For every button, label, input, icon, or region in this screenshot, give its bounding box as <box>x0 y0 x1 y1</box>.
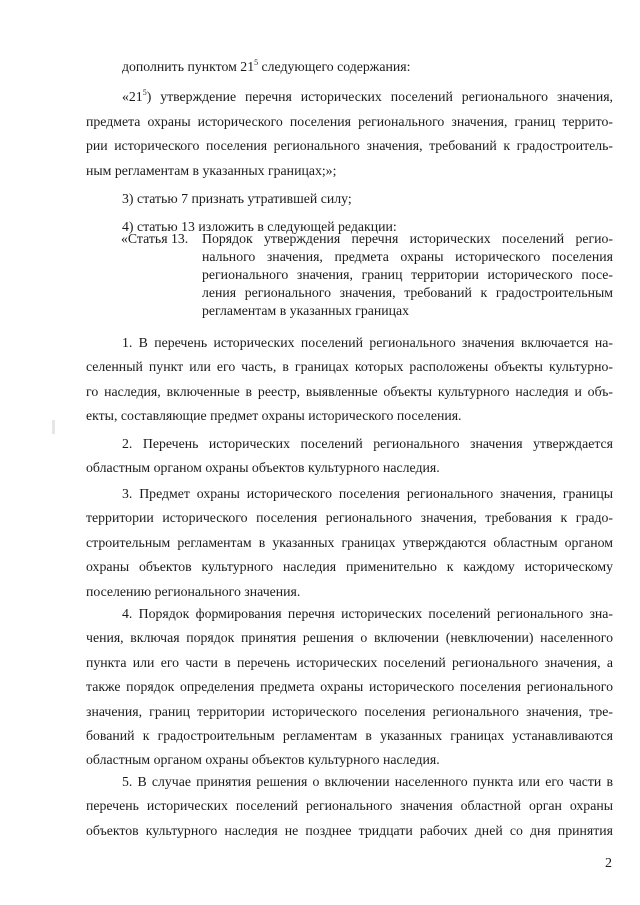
paragraph-2: 2. Перечень исторических поселений регионального значения утверждается областным органом охраны объектов культурного наследия. <box>86 436 613 476</box>
article-label: «Статья 13. <box>121 231 189 246</box>
paragraph-5: 5. В случае принятия решения о включении населенного пункта или его части в перечень исторических поселений регионального значения областной орган охраны объектов культурного наследия не позднее тридцати рабочих дней со дня принятия <box>86 774 613 838</box>
scan-mark <box>52 420 55 434</box>
paragraph-4: 4. Порядок формирования перечня исторических поселений регионального зна- чения, включая порядок принятия решения о включении (невключении) населенного пункта или его части в перечень исторических поселений регионального значения, а также порядок определения предмета охраны исторического поселения регионального значения, границ территории исторического поселения регионального значения, тре- бований к градостроительным регламентам в указанных границах устанавливаются областным органом охраны объектов культурного наследия. <box>86 606 613 768</box>
quote-line-1: «$21^5$) утверждение перечня исторических поселений регионального значения, <box>122 88 613 105</box>
quote-line-2: предмета охраны исторического поселения регионального значения, границ террито- <box>86 113 613 129</box>
paragraph-1: 1. В перечень исторических поселений регионального значения включается на- селенный пункт или его часть, в границах которых расположены объекты культурно- го наследия, включенные в реестр, выявленные объекты культурного наследия и объ- екты, составляющие предмет охраны исторического поселения. <box>86 335 613 424</box>
item-4: 4) статью 13 изложить в следующей редакции: <box>122 219 397 235</box>
article-title: Порядок утверждения перечня исторических поселений регио- нального значения, предмета охраны исторического поселения регионального значения, границ территории исторического посе- ления регионального значения, требований к градостроительным регламентам в указанных границах <box>202 231 613 318</box>
page-number: 2 <box>605 856 612 871</box>
quote-line-4: ным регламентам в указанных границах;»; <box>86 162 337 178</box>
item-3: 3) статью 7 признать утратившей силу; <box>122 190 352 206</box>
quote-line-3: рии исторического поселения регионального значения, требований к градостроитель- <box>86 138 613 154</box>
paragraph-3: 3. Предмет охраны исторического поселения регионального значения, границы территории исторического поселения регионального значения, требования к градо- строительным регламентам в указанных границах утверждаются областным органом охраны объектов культурного наследия применительно к каждому историческому поселению регионального значения. <box>86 486 613 599</box>
intro-block <box>86 55 613 240</box>
intro-line-1: дополнить пунктом $21^5$ следующего содержания: <box>122 58 411 74</box>
